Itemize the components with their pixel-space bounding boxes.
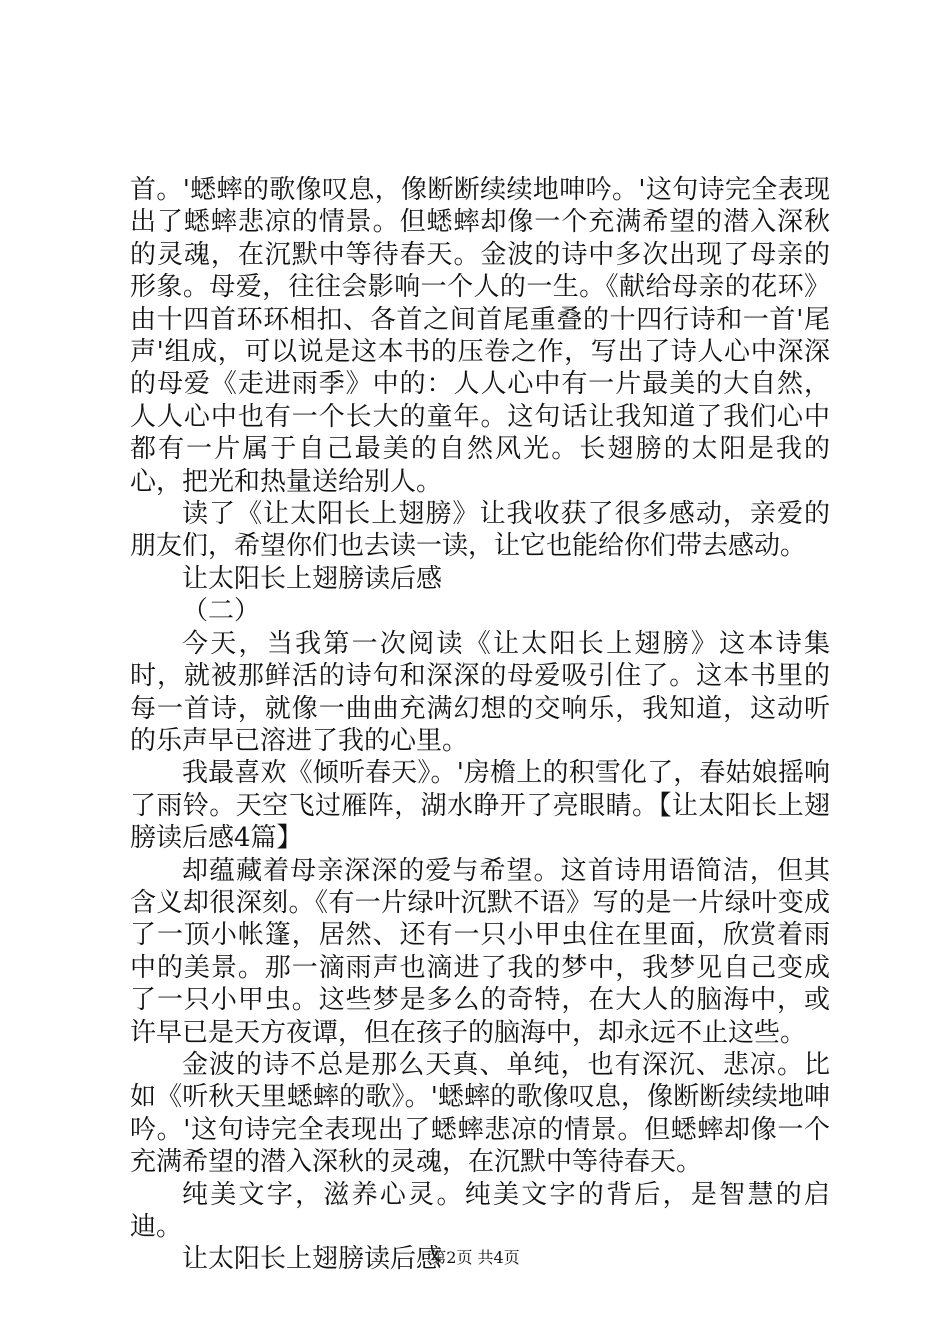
paragraph-conclusion: 读了《让太阳长上翅膀》让我收获了很多感动，亲爱的朋友们，希望你们也去读一读，让它也能给你们带去感动。 xyxy=(130,499,830,562)
section-number: （二） xyxy=(182,596,261,627)
paragraph-closing: 纯美文字，滋养心灵。纯美文字的背后，是智慧的启迪。 xyxy=(130,1179,830,1242)
section-title-repeat: 让太阳长上翅膀读后感 xyxy=(182,1244,443,1275)
paragraph-favorite-poem: 我最喜欢《倾听春天》。'房檐上的积雪化了，春姑娘摇响了雨铃。天空飞过雁阵，湖水睁开了亮眼睛。【让太阳长上翅膀读后感4篇】 xyxy=(130,758,830,854)
document-body xyxy=(130,174,830,1276)
paragraph-continued: 首。'蟋蟀的歌像叹息，像断断续续地呻吟。'这句诗完全表现出了蟋蟀悲凉的情景。但蟋蟀却像一个充满希望的潜入深秋的灵魂，在沉默中等待春天。金波的诗中多次出现了母亲的形象。母爱，往往会影响一个人的一生。《献给母亲的花环》由十四首环环相扣、各首之间首尾重叠的十四行诗和一首'尾声'组成，可以说是这本书的压卷之作，写出了诗人心中深深的母爱《走进雨季》中的：人人心中有一片最美的大自然，人人心中也有一个长大的童年。这句话让我知道了我们心中都有一片属于自己最美的自然风光。长翅膀的太阳是我的心，把光和热量送给别人。 xyxy=(130,175,830,497)
section-title: 让太阳长上翅膀读后感 xyxy=(182,563,443,594)
paragraph-cricket: 金波的诗不总是那么天真、单纯，也有深沉、悲凉。比如《听秋天里蟋蟀的歌》。'蟋蟀的歌像叹息，像断断续续地呻吟。'这句诗完全表现出了蟋蟀悲凉的情景。但蟋蟀却像一个充满希望的潜入深秋的灵魂，在沉默中等待春天。 xyxy=(130,1049,830,1178)
paragraph-green-leaf: 却蕴藏着母亲深深的爱与希望。这首诗用语简洁，但其含义却很深刻。《有一片绿叶沉默不语》写的是一片绿叶变成了一顶小帐篷，居然、还有一只小甲虫住在里面，欣赏着雨中的美景。那一滴雨声也滴进了我的梦中，我梦见自己变成了一只小甲虫。这些梦是多么的奇特，在大人的脑海中，或许早已是天方夜谭，但在孩子的脑海中，却永远不止这些。 xyxy=(130,855,830,1048)
page-number-footer: 第2页 共4页 xyxy=(430,1248,520,1267)
paragraph-intro: 今天，当我第一次阅读《让太阳长上翅膀》这本诗集时，就被那鲜活的诗句和深深的母爱吸引住了。这本书里的每一首诗，就像一曲曲充满幻想的交响乐，我知道，这动听的乐声早已溶进了我的心里。 xyxy=(130,628,830,756)
